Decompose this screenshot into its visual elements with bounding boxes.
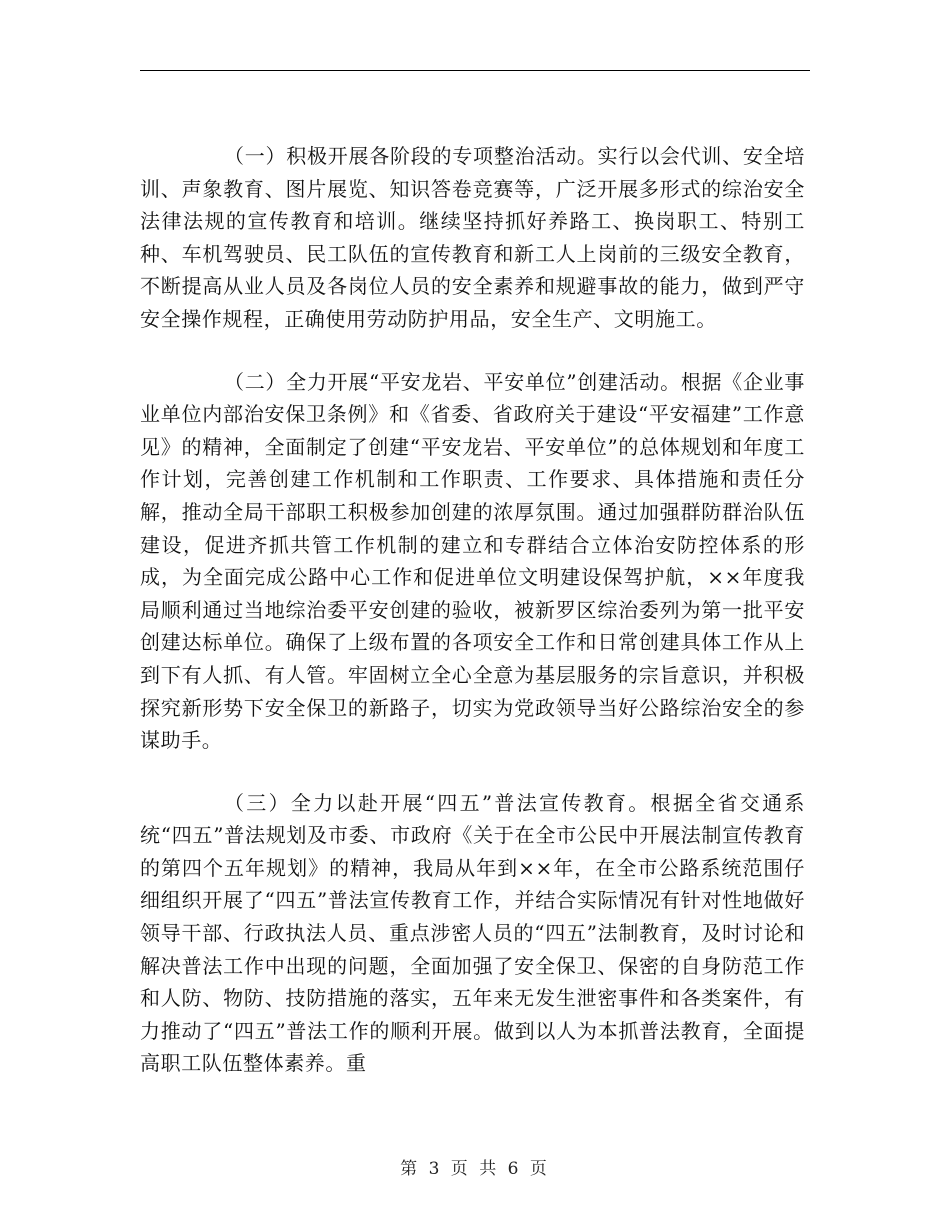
paragraph-3: （三）全力以赴开展“四五”普法宣传教育。根据全省交通系统“四五”普法规划及市委、市政府《关于在全市公民中开展法制宣传教育的第四个五年规划》的精神，我局从年到××年，在全市公路系统范围仔细组织开展了“四五”普法宣传教育工作，并结合实际情况有针对性地做好领导干部、行政执法人员、重点涉密人员的“四五”法制教育，及时讨论和解决普法工作中出现的问题，全面加强了安全保卫、保密的自身防范工作和人防、物防、技防措施的落实，五年来无发生泄密事件和各类案件，有力推动了“四五”普法工作的顺利开展。做到以人为本抓普法教育，全面提高职工队伍整体素养。重 xyxy=(140,790,805,1076)
document-body xyxy=(140,140,805,1080)
page-footer: 第 3 页 共 6 页 xyxy=(400,1159,550,1179)
paragraph-2: （二）全力开展“平安龙岩、平安单位”创建活动。根据《企业事业单位内部治安保卫条例》和《省委、省政府关于建设“平安福建”工作意见》的精神，全面制定了创建“平安龙岩、平安单位”的总体规划和年度工作计划，完善创建工作机制和工作职责、工作要求、具体措施和责任分解，推动全局干部职工积极参加创建的浓厚氛围。通过加强群防群治队伍建设，促进齐抓共管工作机制的建立和专群结合立体治安防控体系的形成，为全面完成公路中心工作和促进单位文明建设保驾护航，××年度我局顺利通过当地综治委平安创建的验收，被新罗区综治委列为第一批平安创建达标单位。确保了上级布置的各项安全工作和日常创建具体工作从上到下有人抓、有人管。牢固树立全心全意为基层服务的宗旨意识，并积极探究新形势下安全保卫的新路子，切实为党政领导当好公路综治安全的参谋助手。 xyxy=(140,369,805,753)
paragraph-1: （一）积极开展各阶段的专项整治活动。实行以会代训、安全培训、声象教育、图片展览、知识答卷竞赛等，广泛开展多形式的综治安全法律法规的宣传教育和培训。继续坚持抓好养路工、换岗职工、特别工种、车机驾驶员、民工队伍的宣传教育和新工人上岗前的三级安全教育，不断提高从业人员及各岗位人员的安全素养和规避事故的能力，做到严守安全操作规程，正确使用劳动防护用品，安全生产、文明施工。 xyxy=(140,144,805,331)
header-rule xyxy=(140,70,810,71)
